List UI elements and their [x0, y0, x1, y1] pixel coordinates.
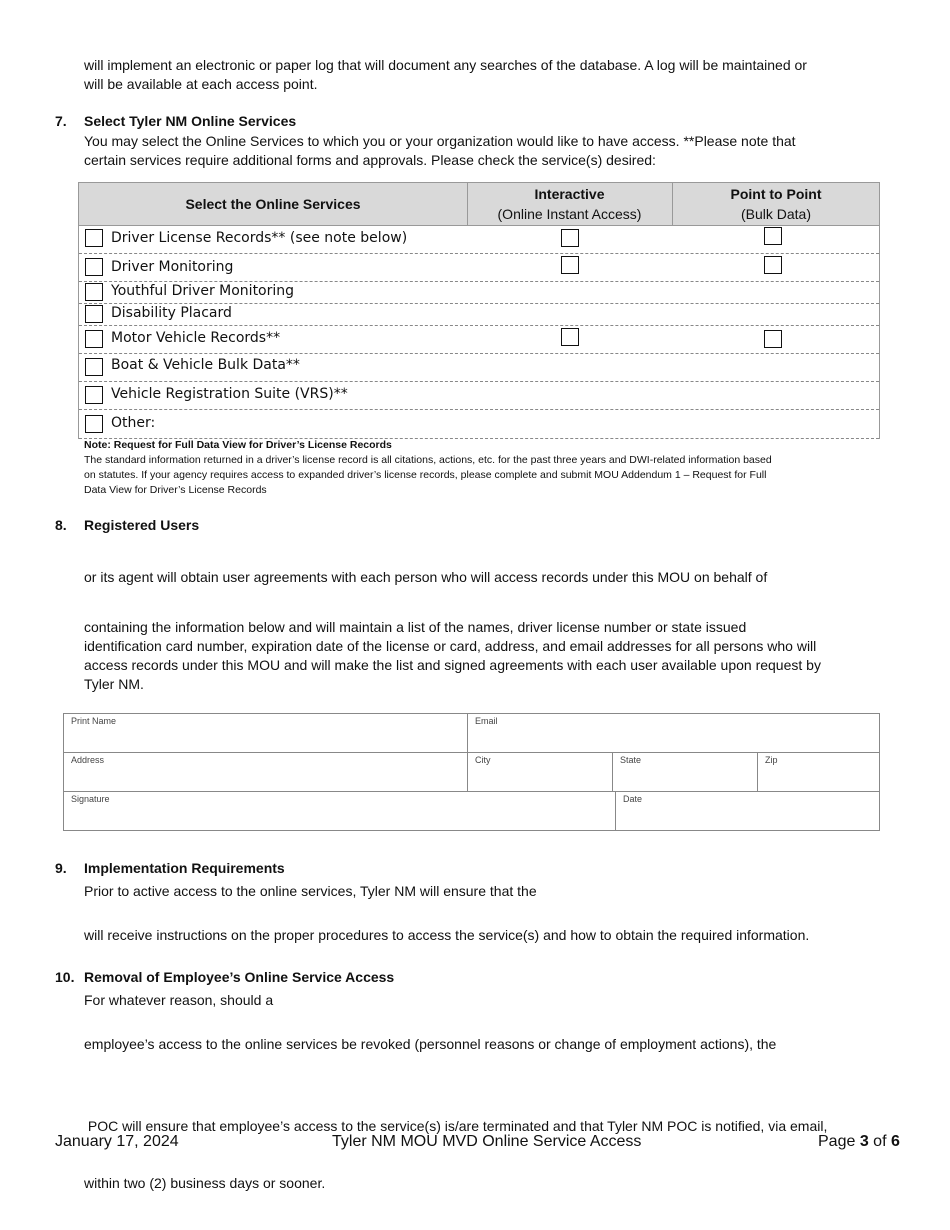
page-current: 3	[859, 1133, 869, 1150]
section-8-line: Tyler NM.	[84, 676, 144, 692]
table-row	[79, 326, 879, 354]
col-header-services: Select the Online Services	[79, 183, 468, 225]
footer-title: Tyler NM MOU MVD Online Service Access	[332, 1133, 642, 1150]
service-checkbox[interactable]	[85, 283, 103, 301]
col-header-p2p-title: Point to Point	[730, 186, 822, 202]
p2p-checkbox[interactable]	[764, 256, 782, 274]
registered-user-form	[63, 713, 880, 831]
service-label: Driver Monitoring	[111, 259, 234, 275]
city-label: City	[475, 755, 491, 765]
zip-field[interactable]	[758, 753, 879, 791]
service-label: Disability Placard	[111, 305, 232, 321]
service-checkbox[interactable]	[85, 258, 103, 276]
city-field[interactable]	[468, 753, 612, 791]
section-7-title: Select Tyler NM Online Services	[84, 113, 297, 129]
page-prefix: Page	[818, 1133, 860, 1150]
service-checkbox[interactable]	[85, 305, 103, 323]
section-7-number: 7.	[55, 113, 67, 129]
footer-page	[818, 1133, 900, 1151]
section-9-line: will receive instructions on the proper procedures to access the service(s) and how to obtain the required information.	[84, 927, 810, 943]
print-name-label: Print Name	[71, 716, 117, 726]
col-header-interactive-sub: (Online Instant Access)	[497, 206, 642, 222]
intro-line: will be available at each access point.	[84, 76, 318, 92]
section-8-text	[84, 618, 821, 694]
section-7-line: You may select the Online Services to which you or your organization would like to have access. **Please note that	[84, 133, 796, 149]
note-line: The standard information returned in a driver’s license record is all citations, actions, etc. for the past three years and DWI-related information based	[84, 454, 772, 466]
section-8-line: access records under this MOU and will make the list and signed agreements with each user available upon request by	[84, 657, 821, 673]
address-field[interactable]	[64, 753, 467, 791]
services-table	[78, 182, 880, 439]
section-8-number: 8.	[55, 517, 67, 533]
section-9-number: 9.	[55, 860, 67, 876]
section-9-title: Implementation Requirements	[84, 860, 285, 876]
page-total: 6	[890, 1133, 900, 1150]
table-row	[79, 254, 879, 282]
section-7-text	[84, 132, 796, 170]
section-8-line: or its agent will obtain user agreements with each person who will access records under this MOU on behalf of	[84, 569, 768, 585]
service-label: Motor Vehicle Records**	[111, 330, 281, 346]
footer-date: January 17, 2024	[55, 1133, 179, 1150]
note-title: Note: Request for Full Data View for Driver’s License Records	[84, 439, 392, 451]
service-label: Driver License Records** (see note below)	[111, 230, 408, 246]
date-field[interactable]	[616, 792, 879, 830]
service-label: Boat & Vehicle Bulk Data**	[111, 357, 300, 373]
address-label: Address	[71, 755, 105, 765]
section-9-line: Prior to active access to the online services, Tyler NM will ensure that the	[84, 883, 537, 899]
interactive-checkbox[interactable]	[561, 229, 579, 247]
table-row	[79, 382, 879, 410]
signature-field[interactable]	[64, 792, 615, 830]
signature-label: Signature	[71, 794, 110, 804]
intro-paragraph	[84, 56, 807, 94]
note-block	[84, 438, 884, 498]
section-10-line: POC will ensure that employee’s access to the service(s) is/are terminated and that Tyler NM POC is notified, via email,	[84, 1118, 828, 1134]
section-10-number: 10.	[55, 969, 75, 985]
email-label: Email	[475, 716, 498, 726]
section-10-line: within two (2) business days or sooner.	[84, 1175, 326, 1191]
note-line: on statutes. If your agency requires access to expanded driver’s license records, please complete and submit MOU Addendum 1 – Request for Full	[84, 469, 767, 481]
table-row	[79, 226, 879, 254]
service-checkbox[interactable]	[85, 415, 103, 433]
p2p-checkbox[interactable]	[764, 330, 782, 348]
section-10-title: Removal of Employee’s Online Service Access	[84, 969, 395, 985]
section-8-title: Registered Users	[84, 517, 200, 533]
zip-label: Zip	[765, 755, 778, 765]
service-checkbox[interactable]	[85, 229, 103, 247]
col-header-interactive	[467, 183, 673, 225]
section-10-line: employee’s access to the online services be revoked (personnel reasons or change of employment actions), the	[84, 1036, 777, 1052]
section-8-line: identification card number, expiration date of the license or card, address, and email addresses for all persons who will	[84, 638, 817, 654]
service-checkbox[interactable]	[85, 358, 103, 376]
state-label: State	[620, 755, 642, 765]
table-row	[79, 410, 879, 439]
email-field[interactable]	[468, 714, 879, 752]
col-header-p2p-sub: (Bulk Data)	[740, 206, 812, 222]
service-label: Vehicle Registration Suite (VRS)**	[111, 386, 348, 402]
service-checkbox[interactable]	[85, 386, 103, 404]
table-row	[79, 282, 879, 304]
interactive-checkbox[interactable]	[561, 256, 579, 274]
table-row	[79, 304, 879, 326]
section-8-line: containing the information below and will maintain a list of the names, driver license number or state issued	[84, 619, 747, 635]
section-10-line: For whatever reason, should a	[84, 992, 274, 1008]
interactive-checkbox[interactable]	[561, 328, 579, 346]
service-label: Youthful Driver Monitoring	[111, 283, 295, 299]
service-label: Other:	[111, 415, 156, 431]
note-line: Data View for Driver’s License Records	[84, 484, 267, 496]
col-header-p2p	[673, 183, 879, 225]
print-name-field[interactable]	[64, 714, 467, 752]
date-label: Date	[623, 794, 643, 804]
page-of: of	[868, 1133, 891, 1150]
table-row	[79, 354, 879, 382]
services-table-header	[79, 183, 879, 226]
p2p-checkbox[interactable]	[764, 227, 782, 245]
state-field[interactable]	[613, 753, 757, 791]
service-checkbox[interactable]	[85, 330, 103, 348]
col-header-interactive-title: Interactive	[534, 186, 605, 202]
intro-line: will implement an electronic or paper log that will document any searches of the database. A log will be maintained or	[84, 57, 807, 73]
section-7-line: certain services require additional forms and approvals. Please check the service(s) desired:	[84, 152, 656, 168]
